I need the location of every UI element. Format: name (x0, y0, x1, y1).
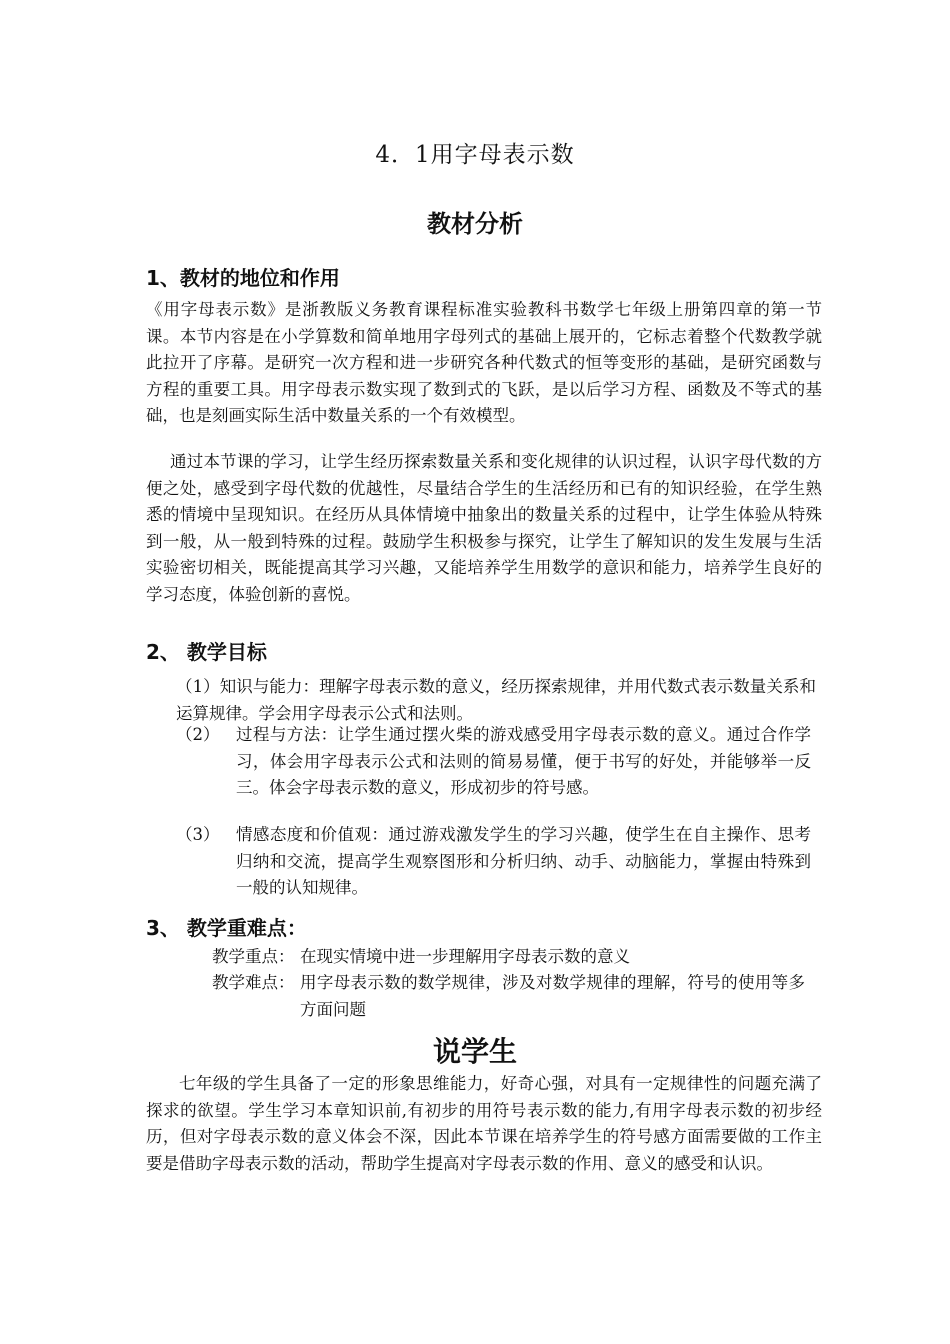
section3-heading: 3、 教学重难点： (146, 916, 307, 940)
goal-3-text: 情感态度和价值观：通过游戏激发学生的学习兴趣，使学生在自主操作、思考归纳和交流，提高学生观察图形和分析归纳、动手、动脑能力，掌握由特殊到一般的认知规律。 (236, 825, 811, 897)
heading-textbook-analysis: 教材分析 (427, 210, 523, 238)
heading-students: 说学生 (432, 1035, 517, 1068)
key-point-label: 教学重点： (212, 947, 295, 966)
goal-item-1 (176, 674, 816, 727)
key-point-text: 在现实情境中进一步理解用字母表示数的意义 (300, 947, 630, 966)
section1-paragraph-1: 《用字母表示数》是浙教版义务教育课程标准实验教科书数学七年级上册第四章的第一节课。本节内容是在小学算数和简单地用字母列式的基础上展开的，它标志着整个代数教学就此拉开了序幕。是研究一次方程和进一步研究各种代数式的恒等变形的基础，是研究函数与方程的重要工具。用字母表示数实现了数到式的飞跃，是以后学习方程、函数及不等式的基础，也是刻画实际生活中数量关系的一个有效模型。 (146, 300, 822, 425)
goal-item-2 (176, 722, 816, 828)
page-title: 4．1用字母表示数 (375, 142, 575, 168)
difficulty-text: 用字母表示数的数学规律，涉及对数学规律的理解，符号的使用等多方面问题 (300, 973, 805, 1019)
goal-2-number: （2） (176, 725, 220, 744)
students-paragraph: 七年级的学生具备了一定的形象思维能力，好奇心强，对具有一定规律性的问题充满了探求的欲望。学生学习本章知识前,有初步的用符号表示数的能力,有用字母表示数的初步经历，但对字母表示数的意义体会不深，因此本节课在培养学生的符号感方面需要做的工作主要是借助字母表示数的活动，帮助学生提高对字母表示数的作用、意义的感受和认识。 (146, 1074, 822, 1173)
difficulty-label: 教学难点： (212, 973, 295, 992)
goal-item-3 (176, 822, 816, 902)
goal-1-text: （1）知识与能力：理解字母表示数的意义，经历探索规律，并用代数式表示数量关系和运算规律。学会用字母表示公式和法则。 (176, 677, 816, 723)
key-point-row (212, 944, 812, 972)
section2-heading: 2、 教学目标 (146, 640, 267, 664)
section1-paragraph-2: 通过本节课的学习，让学生经历探索数量关系和变化规律的认识过程，认识字母代数的方便之处，感受到字母代数的优越性，尽量结合学生的生活经历和已有的知识经验，在学生熟悉的情境中呈现知识。在经历从具体情境中抽象出的数量关系的过程中，让学生体验从特殊到一般，从一般到特殊的过程。鼓励学生积极参与探究，让学生了解知识的发生发展与生活实验密切相关，既能提高其学习兴趣，又能培养学生用数学的意识和能力，培养学生良好的学习态度，体验创新的喜悦。 (146, 452, 822, 604)
difficulty-row (212, 970, 812, 1024)
goal-3-number: （3） (176, 825, 220, 844)
goal-2-text: 过程与方法：让学生通过摆火柴的游戏感受用字母表示数的意义。通过合作学习，体会用字母表示公式和法则的简易易懂，便于书写的好处，并能够举一反三。体会字母表示数的意义，形成初步的符号感。 (236, 725, 811, 797)
section1-heading: 1、教材的地位和作用 (146, 266, 340, 290)
